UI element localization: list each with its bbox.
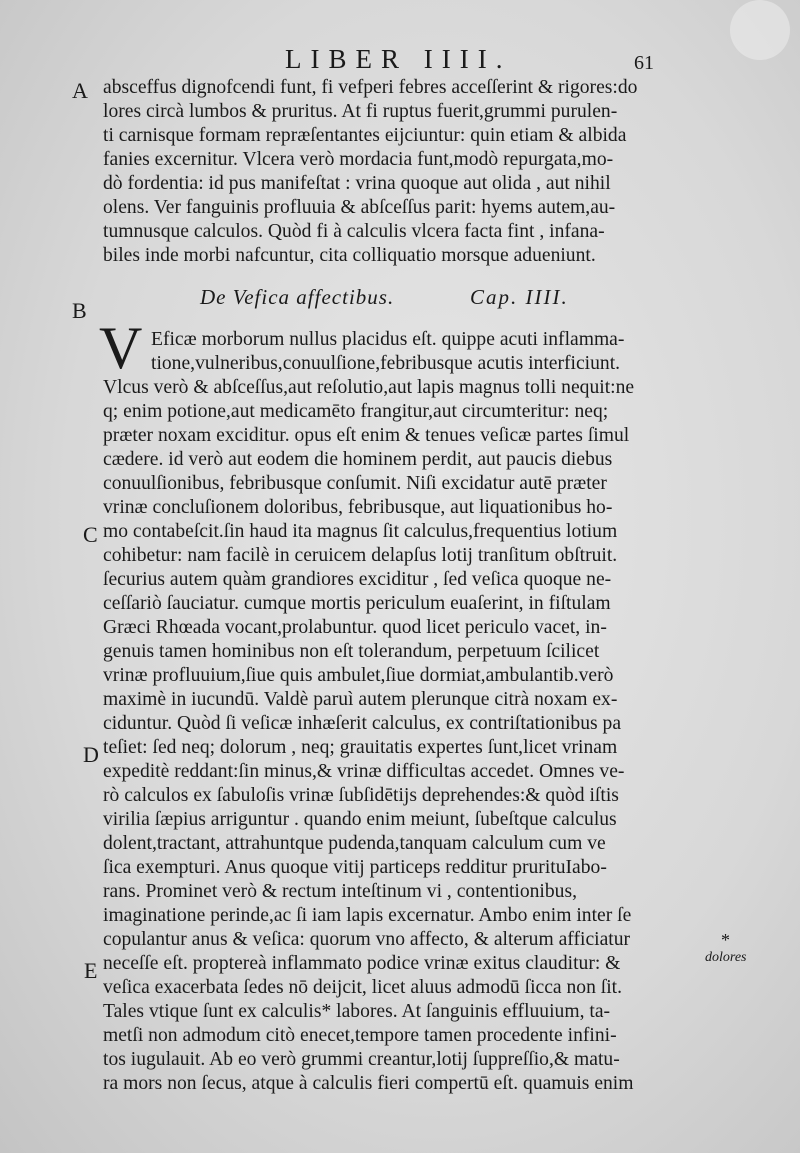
margin-letter-b: B [72, 298, 87, 323]
chapter-label: Cap. IIII. [470, 285, 569, 309]
margin-letter-a: A [72, 78, 88, 103]
text-line: biles inde morbi nafcuntur, cita colliquatio morsque adueniunt. [103, 245, 596, 266]
text-line: Eficæ morborum nullus placidus eſt. quippe acuti inflamma- [151, 329, 625, 350]
margin-letter-e: E [84, 958, 98, 983]
text-line: Vlcus verò & abſceſſus,aut reſolutio,aut lapis magnus tolli nequit:ne [103, 377, 635, 398]
text-line: dò fordentia: id pus manifeſtat : vrina quoque aut olida , aut nihil [103, 173, 611, 194]
text-line: genuis tamen hominibus non eſt tolerandum, perpetuum ſcilicet [103, 641, 600, 662]
text-line: rans. Prominet verò & rectum inteſtinum vi , contentionibus, [103, 881, 577, 902]
text-line: tumnusque calculos. Quòd fi à calculis vlcera facta fint , infana- [103, 221, 605, 242]
text-line: Tales vtique ſunt ex calculis* labores. At ſanguinis effluuium, ta- [103, 1001, 611, 1022]
text-line: ſecurius autem quàm grandiores exciditur , ſed veſica quoque ne- [103, 569, 612, 590]
text-line: teſiet: ſed neq; dolorum , neq; grauitatis expertes ſunt,licet vrinam [103, 737, 618, 758]
text-line: vrinæ concluſionem doloribus, febribusque, aut liquationibus ho- [103, 497, 613, 518]
margin-letter-d: D [83, 742, 99, 767]
text-line: cædere. id verò aut eodem die hominem perdit, aut paucis diebus [103, 449, 613, 470]
text-line: lores circà lumbos & pruritus. At fi ruptus fuerit,grummi purulen- [103, 101, 618, 122]
text-line: rò calculos ex ſabuloſis vrinæ ſubſidētijs deprehendes:& quòd iſtis [103, 785, 619, 806]
text-line: dolent,tractant, attrahuntque pudenda,tanquam calculum cum ve [103, 833, 606, 854]
text-line: absceffus dignofcendi funt, fi vefperi febres acceſſerint & rigores:do [103, 77, 638, 98]
text-line: imaginatione perinde,ac ſi iam lapis excernatur. Ambo enim inter ſe [103, 905, 632, 926]
text-line: ceſſariò ſauciatur. cumque mortis periculum euaſerint, in fiſtulam [103, 593, 611, 614]
text-line: ciduntur. Quòd ſi veſicæ inhæſerit calculus, ex contriſtationibus pa [103, 713, 622, 734]
text-line: fanies excernitur. Vlcera verò mordacia funt,modò repurgata,mo- [103, 149, 614, 170]
text-line: tione,vulneribus,conuulſione,febribusque acutis interficiunt. [151, 353, 621, 374]
text-line: olens. Ver fanguinis profluuia & abſceſſus parit: hyems autem,au- [103, 197, 616, 218]
text-line: vrinæ profluuium,ſiue quis ambulet,ſiue dormiat,ambulantib.verò [103, 665, 614, 686]
margin-note-marker: * [721, 930, 730, 950]
text-line: cohibetur: nam facilè in ceruicem delapſus lotij tranſitum obſtruit. [103, 545, 618, 566]
margin-note-word: dolores [705, 950, 747, 965]
text-line: ti carnisque formam repræſentantes eijciuntur: quin etiam & albida [103, 125, 627, 146]
text-line: virilia ſæpius arriguntur . quando enim meiunt, ſubeſtque calculus [103, 809, 617, 830]
text-line: veſica exacerbata ſedes nō deijcit, licet aluus admodū ſicca non ſit. [103, 977, 623, 998]
text-line: neceſſe eſt. proptereà inflammato podice vrinæ exitus clauditur: & [103, 953, 621, 974]
text-line: maximè in iucundū. Valdè paruì autem plerunque citrà noxam ex- [103, 689, 618, 710]
drop-cap: V [99, 315, 143, 381]
margin-letter-c: C [83, 522, 98, 547]
text-line: ſica exempturi. Anus quoque vitij particeps redditur prurituIabo- [103, 857, 607, 878]
text-line: copulantur anus & veſica: quorum vno affecto, & alterum afficiatur [103, 929, 631, 950]
text-line: præter noxam exciditur. opus eſt enim & tenues veſicæ partes ſimul [103, 425, 630, 446]
text-line: conuulſionibus, febribusque conſumit. Niſi excidatur autē præter [103, 473, 607, 494]
page-number: 61 [634, 52, 654, 74]
text-line: mo contabeſcit.ſin haud ita magnus ſit calculus,frequentius lotium [103, 521, 618, 542]
text-line: metſi non admodum citò enecet,tempore tamen procedente infini- [103, 1025, 617, 1046]
text-line: ra mors non ſecus, atque à calculis fieri compertū eſt. quamuis enim [103, 1073, 634, 1094]
text-line: tos iugulauit. Ab eo verò grummi creantur,lotij ſuppreſſio,& matu- [103, 1049, 620, 1070]
text-line: Græci Rhœada vocant,prolabuntur. quod licet periculo vacet, in- [103, 617, 607, 638]
text-line: q; enim potione,aut medicamēto frangitur,aut circumteritur: neq; [103, 401, 609, 422]
text-line: expeditè reddant:ſin minus,& vrinæ difficultas accedet. Omnes ve- [103, 761, 625, 782]
section-title: De Vefica affectibus. [200, 285, 395, 309]
paper-stain [730, 0, 790, 60]
running-head: LIBER IIII. [285, 44, 512, 74]
